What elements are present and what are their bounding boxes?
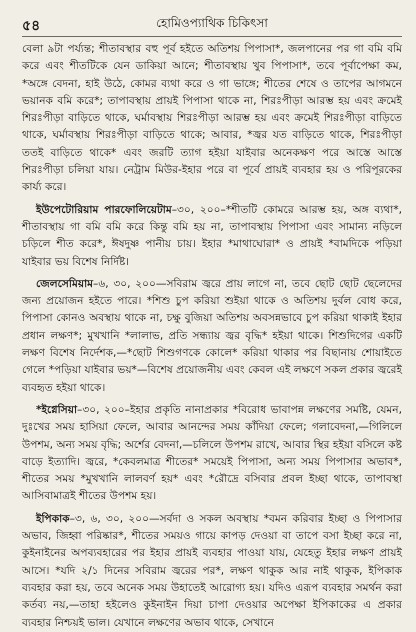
page-body bbox=[22, 41, 402, 632]
remedy-name: ইপিকাক bbox=[36, 512, 70, 525]
paragraph-text: বেলা ৯টা পর্য্যন্ত; শীতাবস্থার বহু পূর্ব হইতে অতিশয় পিপাসা*, জলপানের পর গা বমি বমি করে এবং শীতটিকে যেন ডাকিয়া আনে; শীতাবস্থায় খুব পিপাসা*, তবে পূর্বাপেক্ষা কম, *অঙ্গে বেদনা, হাই উঠে, কোমর ব্যথা করে ও গা ভাঙ্গে; শীতের শেষে ও তাপের আগমনে ভয়ানক বমি করে*; তাপাবস্থায় প্রায়ই পিপাসা থাকে না, শিরঃপীড়া আরম্ভ হয় এবং ক্রমেই শিরঃপীড়া বাড়িতে থাকে, ঘর্মাবস্থায় শিরঃপীড়া আরম্ভ হয় এবং ক্রমেই শিরঃপীড়া বাড়িতে থাকে, ঘর্মাবস্থায় শিরঃপীড়া বাড়িতে থাকে; আবার, *জ্বর যত বাড়িতে থাকে, শিরঃপীড়া ততই বাড়িতে থাকে* এবং জরটি ত্যাগ হইয়া যাইবার অনেকক্ষণ পরে আস্তে আস্তে শিরঃপীড়া চলিয়া যায়। নেট্রাম মিউর-ইহার পরে বা পূর্বে প্রায়ই ব্যবহার হয় ও পরিপূরকের কার্য্য করে। bbox=[22, 43, 402, 194]
page-header bbox=[22, 10, 402, 37]
remedy-name: *ইগ্নেসিয়া bbox=[36, 403, 78, 416]
paragraph-text: –৩, ৬, ৩০, ২০০—সর্বদা ও সকল অবস্থায় *বমন করিবার ইচ্ছা ও পিপাসার অভাব, জিহ্বা পরিষ্কার*, শীতের সময়ও গায়ে কাপড় দেওয়া বা তাপে বসা ইচ্ছা করে না, কুইনাইনের অপব্যবহারের পর ইহার প্রায়ই ব্যবহার পাওয়া যায়, যেহেতু ইহার লক্ষণ প্রায়ই আসে। *যদি ২/১ দিনের সবিরাম জ্বরের পর*, লক্ষণ থাকুক আর নাই থাকুক, ইপিকাক ব্যবহার করা হয়, তবে অনেক সময় উহাতেই আরোগ্য হয়। যদিও এরূপ ব্যবহার সমর্থন করা কর্তব্য নয়,—তাহা হইলেও কুইনাইন দিয়া চাপা দেওয়ার অপেক্ষা ইপিকাকের এ প্রকার ব্যবহার নিশ্চয়ই ভাল। যেখানে লক্ষণের অভাব থাকে, সেখানে bbox=[22, 512, 402, 629]
paragraph-ipecac bbox=[22, 511, 402, 632]
page-number: ৫৪ bbox=[22, 18, 41, 34]
paragraph-text: –৩০, ২০০–*শীতটি কোমরে আরম্ভ হয়, অঙ্গ ব্যথা*, শীতাবস্থায় গা বমি বমি করে কিন্তু বমি হয় না, তাপাবস্থায় পিপাসা এবং সামান্য নড়িলে চড়িলে শীত করে*, ঈষদুষ্ণ পানীয় চায়। ইহার *মাথাঘোরা* ও প্রায়ই *বামদিকে পড়িয়া যাইবার ভয় বিশেষ নির্দিষ্ট। bbox=[22, 203, 402, 268]
remedy-name: জেলসেমিয়াম bbox=[36, 277, 94, 290]
remedy-name: ইউপেটোরিয়াম পারফোলিয়েটাম bbox=[36, 203, 172, 216]
paragraph-text: –৬, ৩০, ২০০—সবিরাম জ্বরে প্রায় লাগে না, তবে ছোট ছোট ছেলেদের জন্য প্রয়োজন হইতে পারে। *শিশু চুপ করিয়া শুইয়া থাকে ও অতিশয় দুর্বল বোধ করে, পিপাসা কোনও অবস্থায় থাকে না, চক্ষু বুজিয়া অতিশয় অবসন্নভাবে চুপ করিয়া থাকাই ইহার প্রধান লক্ষণ*; মুখখানি *লালাভ, প্রতি সন্ধ্যায় জ্বর বৃদ্ধি* হইয়া থাকে। শিশুদিগের একটি লক্ষণ বিশেষ নির্দেশক,—*ছোট শিশুগণকে কোলে* করিয়া থাকার পর বিছানায় শোয়াইতে গেলে *পড়িয়া যাইবার ভয়*—বিশেষ প্রয়োজনীয় এবং কেবল এই লক্ষণে সকল প্রকার জ্বরেই ব্যবহৃত হইয়া থাকে। bbox=[22, 277, 402, 394]
paragraph-text: –৩০, ২০০–ইহার প্রকৃতি নানাপ্রকার *বিরোধ ভাবাপন্ন লক্ষণের সমষ্টি, যেমন, দুঃখের সময় হাসিয়া ফেলে, আবার আনন্দের সময় কাঁদিয়া ফেলে; গলাবেদনা,—গিলিলে উপশম, অন্য সময় বৃদ্ধি; অর্শের বেদনা,—চলিলে উপশম রাখে, আবার স্থির হইয়া বসিলে কষ্ট বাড়ে ইত্যাদি। জ্বরে, *কেবলমাত্র শীতের* সময়েই পিপাসা, অন্য সময় পিপাসার অভাব*, শীতের সময় *মুখখানি লালবর্ণ হয়* এবং *রৌদ্রে বসিবার প্রবল ইচ্ছা থাকে, তাপাবস্থা আসিবামাত্রই শীতের উপশম হয়। bbox=[22, 403, 402, 503]
paragraph-continuation bbox=[22, 41, 402, 197]
paragraph-ignatia bbox=[22, 402, 402, 506]
paragraph-gelsemium bbox=[22, 276, 402, 397]
running-title: হোমিওপ্যাথিক চিকিৎসা bbox=[156, 16, 268, 30]
paragraph-eupatorium bbox=[22, 202, 402, 271]
